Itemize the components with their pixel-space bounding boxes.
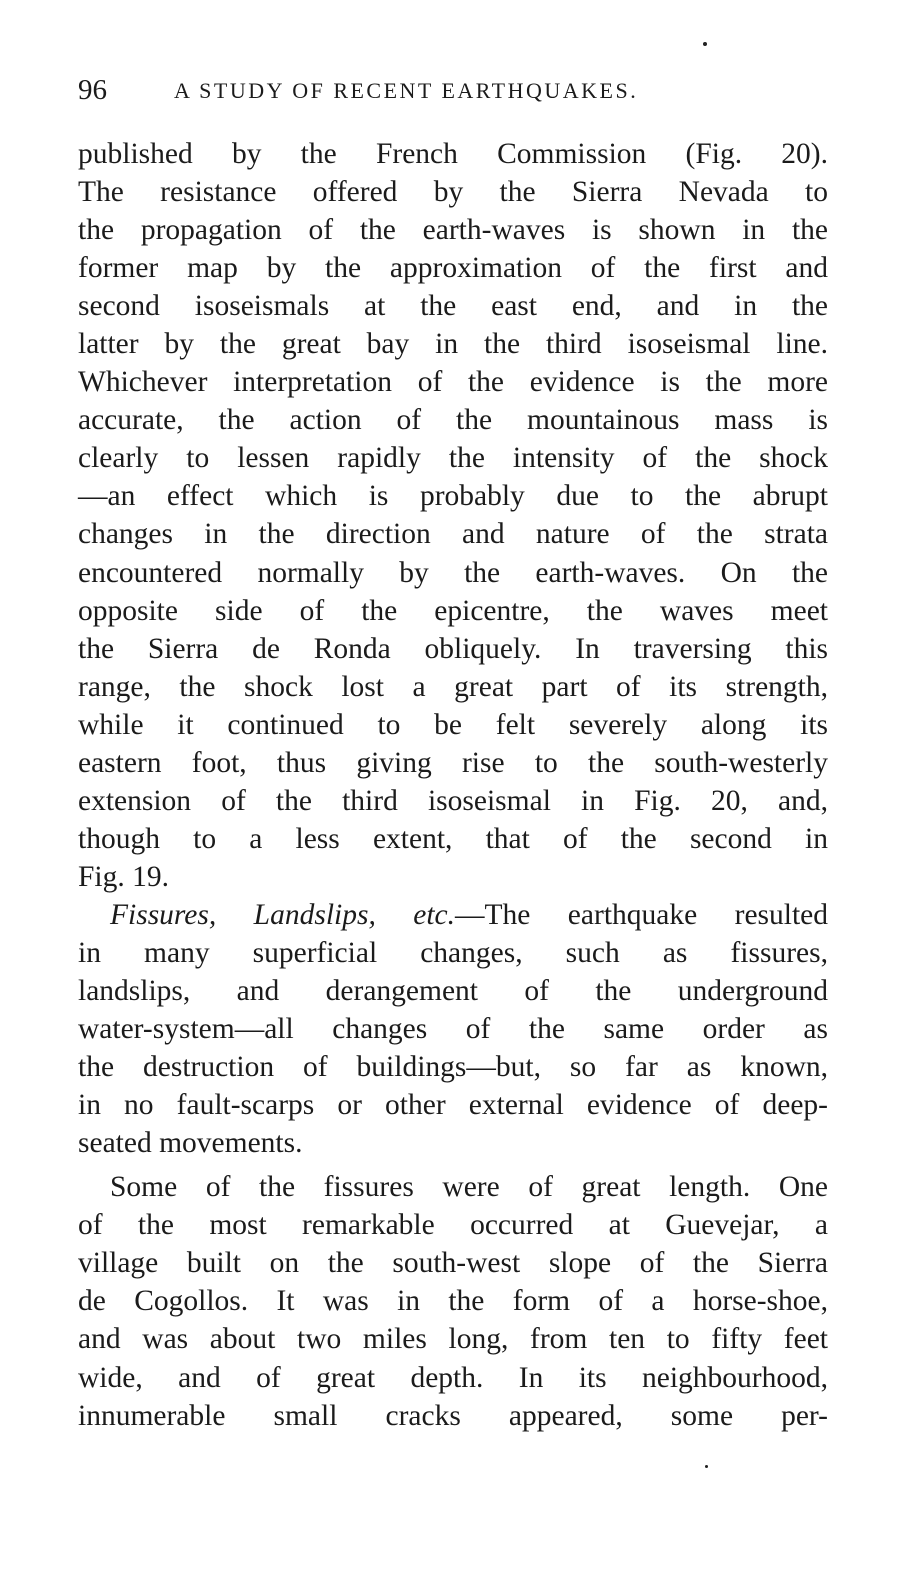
text-line: published by the French Commission (Fig. 20). (78, 138, 828, 170)
text-line: Some of the fissures were of great length. One (110, 1171, 828, 1204)
text-line: Fig. 19. (78, 860, 169, 893)
text-line: —an effect which is probably due to the abrupt (78, 480, 828, 513)
paragraph-isoseismals (78, 135, 828, 896)
text-line: changes in the direction and nature of the strata (78, 518, 828, 551)
running-title: A STUDY OF RECENT EARTHQUAKES. (174, 78, 639, 103)
paragraph-fissures (78, 896, 828, 1162)
text-line: though to a less extent, that of the second in (78, 822, 828, 855)
text-line: The resistance offered by the Sierra Nevada to (78, 176, 828, 209)
text-line: second isoseismals at the east end, and in the (78, 290, 828, 323)
section-heading-line (78, 896, 828, 934)
text-line: while it continued to be felt severely along its (78, 708, 828, 741)
text-line: of the most remarkable occurred at Guevejar, a (78, 1209, 828, 1242)
text-line: accurate, the action of the mountainous mass is (78, 404, 828, 437)
text-line: opposite side of the epicentre, the waves meet (78, 594, 828, 627)
text-line: in many superficial changes, such as fissures, (78, 936, 828, 969)
page-header (78, 72, 838, 112)
body-text (78, 135, 828, 1435)
text-line: de Cogollos. It was in the form of a horse-shoe, (78, 1285, 828, 1318)
text-line: the Sierra de Ronda obliquely. In traversing this (78, 632, 828, 665)
text-line: the destruction of buildings—but, so far as known, (78, 1051, 828, 1084)
text-line: former map by the approximation of the first and (78, 252, 828, 285)
text-line: Whichever interpretation of the evidence is the more (78, 366, 828, 399)
page-number: 96 (78, 74, 107, 106)
text-line: eastern foot, thus giving rise to the south-westerly (78, 746, 828, 779)
heading-line-rest: —The earthquake resulted (455, 898, 829, 931)
text-line: extension of the third isoseismal in Fig. 20, and, (78, 784, 828, 817)
text-line: the propagation of the earth-waves is shown in the (78, 214, 828, 247)
paragraph-guevejar (78, 1168, 828, 1434)
text-line: range, the shock lost a great part of its strength, (78, 670, 828, 703)
section-heading: Fissures, Landslips, etc. (110, 898, 456, 931)
text-line: clearly to lessen rapidly the intensity of the shock (78, 442, 828, 475)
text-line: in no fault-scarps or other external evidence of deep- (78, 1089, 828, 1122)
text-line: seated movements. (78, 1127, 303, 1160)
text-line: and was about two miles long, from ten to fifty feet (78, 1323, 828, 1356)
text-line: village built on the south-west slope of the Sierra (78, 1247, 828, 1280)
print-speck (705, 1465, 708, 1468)
text-line: water-system—all changes of the same order as (78, 1013, 828, 1046)
text-line: wide, and of great depth. In its neighbourhood, (78, 1361, 828, 1394)
text-line: landslips, and derangement of the underground (78, 975, 828, 1008)
text-line: latter by the great bay in the third isoseismal line. (78, 328, 828, 361)
text-line: encountered normally by the earth-waves. On the (78, 556, 828, 589)
print-speck (703, 42, 707, 46)
text-line: innumerable small cracks appeared, some per- (78, 1399, 828, 1432)
